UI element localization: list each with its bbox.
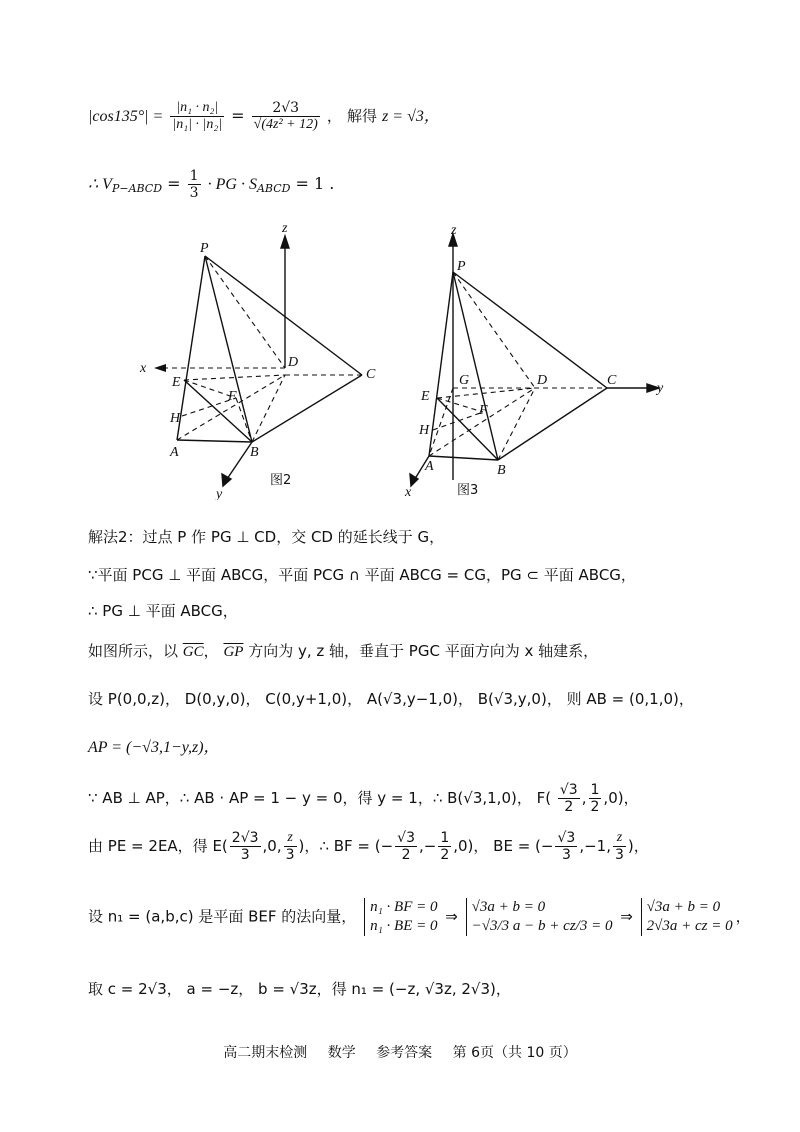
axis-y [225, 442, 252, 482]
line-cos135: |cos135°| = $\frac{\text{|n₁ · n₂|}}{\text{|n₁| · |n₂|}}$ = $\frac{2√3}{\text{√(4z² + 12)}}$ ， 解得 z = √3， [88, 100, 440, 133]
figure-3-caption: 图3 [457, 483, 479, 498]
solution-method-2: 解法2：过点 P 作 PG ⊥ CD，交 CD 的延长线于 G， [88, 528, 445, 546]
line-pe-2ea: 由 PE = 2EA，得 E( $\frac{2√3}{3}$ ,0, $\frac{z}{3}$ )，∴ BF = (− $\frac{√3}{2}$ ,− $\frac{1}{2}$ ,0)， BE = (− $\frac{√3}{3}$ ,−1, $\frac{z}{3}$ )， [88, 830, 649, 864]
label-d: D [537, 373, 548, 388]
edge-pd [205, 256, 285, 368]
label-c: C [366, 367, 376, 382]
edge-pa [177, 256, 205, 440]
line-ab-perp-ap: ∵ AB ⊥ AP，∴ AB · AP = 1 − y = 0，得 y = 1，∴ B(√3,1,0)， F( $\frac{√3}{2}$ , $\frac{1}{2}$ ,0)， [88, 782, 639, 816]
edge-eb [184, 380, 252, 442]
edge-pc [205, 256, 362, 375]
label-d: D [288, 355, 299, 370]
label-h: H [419, 423, 430, 438]
footer-page: 第 6页（共 10 页） [452, 1045, 577, 1061]
edge-bd [498, 388, 535, 460]
label-e: E [421, 389, 430, 404]
line-plane-perp: ∵平面 PCG ⊥ 平面 ABCG，平面 PCG ∩ 平面 ABCG = CG，PG ⊂ 平面 ABCG， [88, 566, 636, 584]
system-3: √3a + b = 0 2√3a + cz = 0 [641, 898, 733, 936]
label-e: E [172, 375, 181, 390]
figure-3-diagram [395, 220, 675, 500]
line-volume: ∴ $V_{P-ABCD}$ = $\frac{1}{3}$ · PG · $S_{ABCD} = 1$ . [88, 168, 335, 202]
line-normal-vector: 设 n₁ = (a,b,c) 是平面 BEF 的法向量， n₁ · BF = 0 n₁ · BE = 0 ⇒ √3a + b = 0 −√3/3 a − b + cz/3 = 0 ⇒ √3a + b = 0 2√3a + cz = 0 ， [88, 899, 751, 934]
axis-z-arrow [281, 236, 289, 248]
figure-2-diagram [130, 220, 390, 500]
line-points: 设 P(0,0,z)， D(0,y,0)， C(0,y+1,0)， A(√3,y−1,0)， B(√3,y,0)， 则 AB = (0,1,0)， [88, 690, 694, 708]
label-p: P [457, 259, 466, 274]
footer-subject: 数学 [327, 1045, 356, 1061]
label-a: A [170, 445, 179, 460]
label-y: y [657, 381, 664, 396]
cos-abs: |cos135°| = [88, 108, 164, 126]
fraction-normals: $\frac{\text{|n₁ · n₂|}}{\text{|n₁| · |n₂|}}$ [172, 100, 223, 133]
label-f: F [228, 389, 237, 404]
label-z: z [451, 223, 457, 238]
label-b: B [250, 445, 259, 460]
fraction-one-third: $\frac{1}{3}$ [189, 168, 199, 202]
label-f: F [479, 403, 488, 418]
system-2: √3a + b = 0 −√3/3 a − b + cz/3 = 0 [466, 898, 613, 936]
line-pg-perp: ∴ PG ⊥ 平面 ABCG， [88, 602, 238, 620]
edge-pd [453, 272, 535, 388]
label-g: G [459, 373, 470, 388]
page-footer [0, 1042, 800, 1062]
label-c: C [607, 373, 617, 388]
label-p: P [200, 241, 209, 256]
footer-title: 高二期末检测 [223, 1045, 308, 1061]
edge-pa [429, 272, 453, 456]
axis-x-arrow [154, 364, 166, 372]
edge-ab [429, 456, 498, 460]
footer-answer: 参考答案 [376, 1045, 433, 1061]
edge-pb [205, 256, 252, 442]
edge-ed [437, 388, 535, 398]
edge-hf [433, 412, 483, 430]
line-coord-system: 如图所示，以 $\overline{GC}$， $\overline{GP}$ 方向为 y, z 轴，垂直于 PGC 平面方向为 x 轴建系， [88, 642, 599, 660]
label-x: x [140, 361, 147, 376]
edge-ab [177, 440, 252, 442]
label-y: y [216, 487, 223, 500]
figure-2-caption: 图2 [270, 473, 292, 488]
edge-ga [429, 388, 453, 456]
label-z: z [282, 221, 288, 236]
label-x: x [405, 485, 412, 500]
label-a: A [425, 459, 434, 474]
edge-bc [498, 388, 607, 460]
system-1: n₁ · BF = 0 n₁ · BE = 0 [364, 898, 437, 936]
edge-ed [184, 375, 285, 380]
fraction-value: $\frac{2√3}{\text{√(4z² + 12)}}$ [253, 100, 318, 133]
line-take-c: 取 c = 2√3， a = −z， b = √3z，得 n₁ = (−z, √3z, 2√3)， [88, 980, 511, 998]
line-ap-vector: AP = (−√3,1−y,z)， [88, 739, 220, 756]
label-b: B [497, 463, 506, 478]
label-h: H [170, 411, 181, 426]
